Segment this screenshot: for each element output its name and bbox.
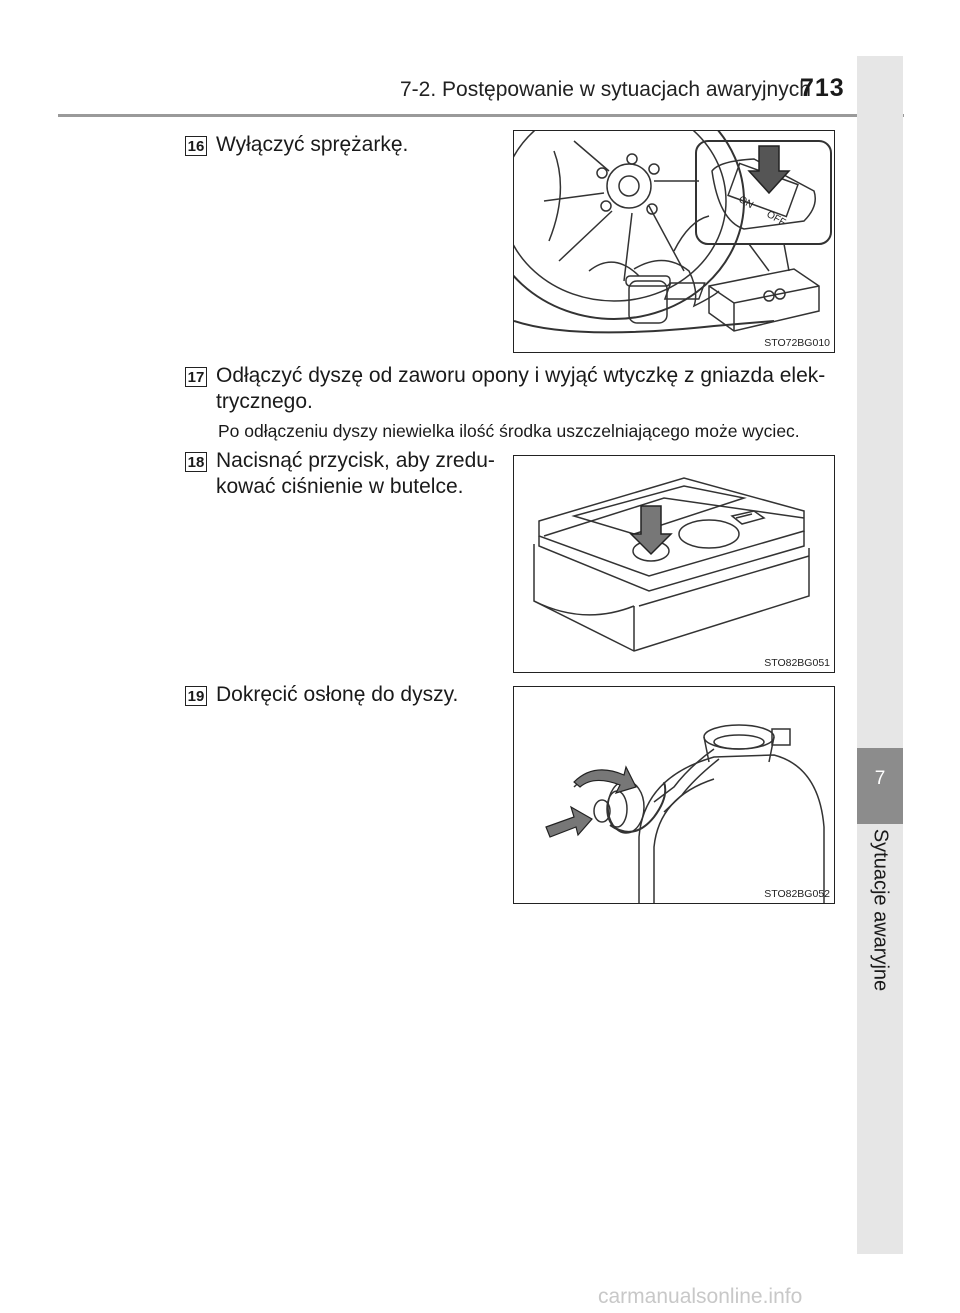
step-number-badge: 16 [185,136,207,156]
watermark: carmanualsonline.info [598,1285,803,1308]
step-19-text: Dokręcić osłonę do dyszy. [216,683,459,706]
header-divider [58,114,904,117]
page-number: 713 [800,74,845,102]
chapter-label: Sytuacje awaryjne [869,828,892,992]
section-title: 7-2. Postępowanie w sytuacjach awaryjnych [400,78,811,101]
step-16-text: Wyłączyć sprężarkę. [216,133,409,156]
figure-code: STO72BG010 [764,337,830,349]
nozzle-cap-illustration [514,687,834,903]
step-number-badge: 18 [185,452,207,472]
step-17-text-line-1: Odłączyć dyszę od zaworu opony i wyjąć wtyczkę z gniazda elek- [216,364,826,387]
step-18-text-line-2: kować ciśnienie w butelce. [216,475,464,498]
bottle-button-illustration [514,456,834,672]
compressor-switch-illustration [514,131,834,352]
figure-compressor-switch [513,130,835,353]
figure-code: STO82BG051 [764,657,830,669]
step-number-badge: 19 [185,686,207,706]
chapter-side-tab [857,56,903,1254]
step-18-text-line-1: Nacisnąć przycisk, aby zredu- [216,449,495,472]
switch-off-label: OFF [764,209,788,229]
step-17-text-line-2: trycznego. [216,390,313,413]
step-17-note: Po odłączeniu dyszy niewielka ilość środka uszczelniającego może wyciec. [218,421,800,441]
figure-code: STO82BG052 [764,888,830,900]
figure-pressure-release-button [513,455,835,673]
chapter-number: 7 [874,768,886,789]
step-number-badge: 17 [185,367,207,387]
switch-on-label: ON [736,194,755,212]
figure-nozzle-cap [513,686,835,904]
